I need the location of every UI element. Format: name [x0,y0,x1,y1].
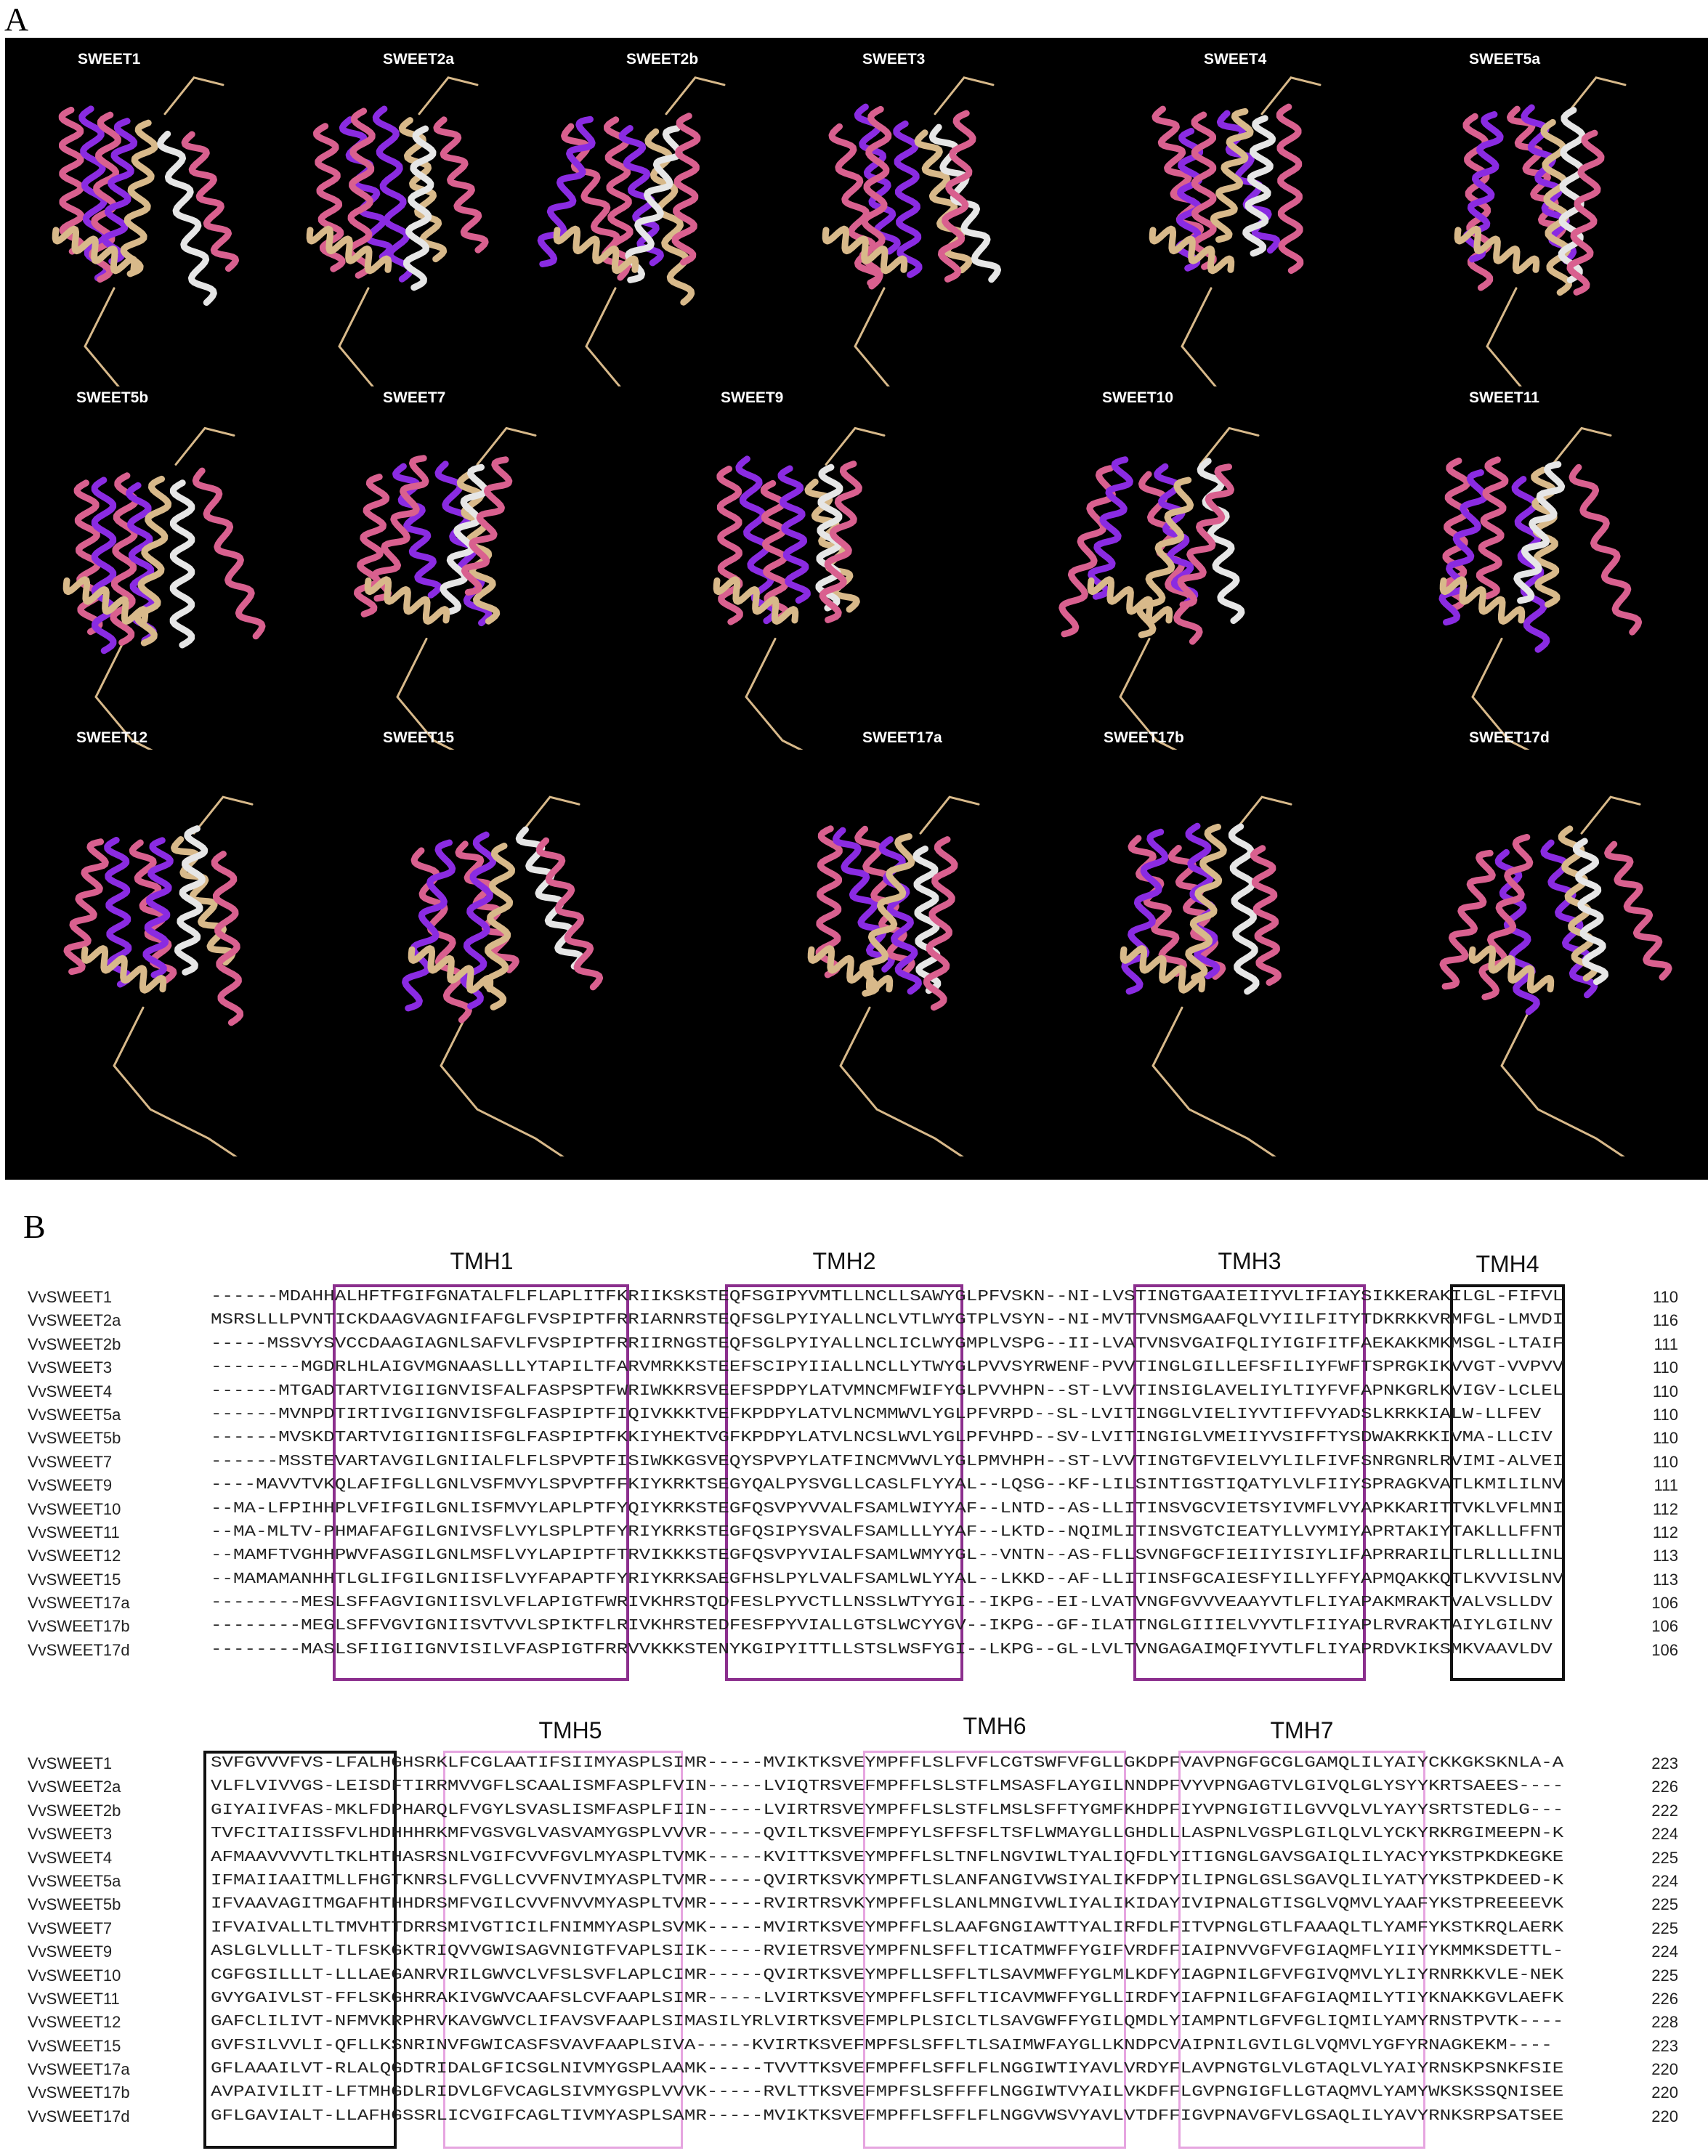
sequence-row: ------MSSTEVARTAVGILGNIIALFLFLSPVPTFISIWKKGSVEQYSPVPYLATFINCMVWVLYGLPMVHPH--ST-LVVTINGTGFVIELVYLILFIVFSNRGNRLRVIMI-ALVEI [211,1453,1564,1470]
sequence-block1 [211,1286,1563,1662]
protein-structure-render [1124,67,1342,386]
sequence-position-number: 110 [1652,1405,1678,1424]
protein-structure-graphic [281,67,499,386]
protein-structure-graphic [27,408,267,750]
sequence-row: --------MEGLSFFVGVIGNIISVTVVLSPIKTFLRIVKHRSTEDFESFPYVIALLGTSLWCYYGV--IKPG--GF-ILATTNGLGIIIELVYVTLFIIYAPLRVRAKTAIYLGILNV [211,1618,1553,1635]
protein-structure-render [1429,750,1676,1156]
protein-structure-render [528,67,746,386]
sequence-position-number: 224 [1651,1871,1678,1890]
sequence-row: --MAMFTVGHHPWVFASGILGNLMSFLVYLAPIPTFTRVIKKKSTEGFQSVPYVIALFSAMLWMYYGL--VNTN--AS-FLLSVNGFGCFIEIIYISIYLIFAPRRARILTLRLLLLINL [211,1547,1564,1565]
protein-structure-graphic [1385,408,1662,750]
tmh2-label: TMH2 [812,1248,876,1274]
sequence-name: VvSWEET3 [28,1825,113,1844]
sequence-block2 [211,1752,1563,2128]
structure-label: SWEET4 [1204,51,1267,68]
sequence-row: GIYAIIVFAS-MKLFDPHARQLFVGYLSVASLISMFASPLFIIN-----LVIRTRSVEYMPFFLSLSTFLMSLSFFTYGMFKHDPFIYVPNGIGTILGVVQLVLYAYYSRTSTEDLG--- [211,1802,1564,1819]
sequence-row: --------MGDRLHLAIGVMGNAASLLLYTAPILTFARVMRKKSTEEFSCIPYIIALLNCLLYTWYGLPVVSYRWENF-PVVTINGLGILLEFSFILIYFWFTSPRGKIKVVGT-VVPVV [211,1359,1564,1377]
sequence-name: VvSWEET5b [28,1895,121,1914]
protein-structure-render [281,67,499,386]
sequence-name: VvSWEET1 [28,1754,113,1772]
sequence-position-number: 110 [1652,1288,1678,1306]
structure-label: SWEET5a [1469,51,1541,68]
protein-structure-render [681,408,913,750]
tmh7-label: TMH7 [1270,1717,1334,1743]
sequence-row: SVFGVVVFVS-LFALHGHSRKLFCGLAATIFSIIMYASPLSIMR-----MVIKTKSVEYMPFFLSLFVFLCGTSWFVFGLLGKDPFVAVPNGFGCGLGAMQLILYAIYCKKGKSKNLA-A [211,1755,1564,1772]
sequence-name: VvSWEET17b [28,2083,130,2102]
protein-structure-render [1051,750,1356,1156]
structure-label: SWEET17a [862,729,942,746]
sequence-name: VvSWEET9 [28,1476,113,1495]
sequence-position-number: 110 [1652,1382,1678,1401]
tmh6-label: TMH6 [963,1713,1027,1739]
sequence-position-number: 220 [1651,2083,1678,2102]
sequence-row: GFLGAVIALT-LLAFHGSSRLICVGIFCAGLTIVMYASPLSAMR-----MVIKTKSVEFMPFFLSFFLFLNGGVWSVYAVLVTDFFIGVPNAVGFVLGSAQLILYAVYRNKSRPSATSEE [211,2107,1564,2125]
sequence-row: ------MTGADTARTVIGIIGNVISFALFASPSPTFWRIWKKRSVEEFSPDPYLATVMNCMFWIFYGLPVVHPN--ST-LVVTINSIGLAVELIYLTIYFVFAPNKGRLKVIGV-LCLEL [211,1382,1564,1400]
sequence-name: VvSWEET12 [28,2013,121,2032]
sequence-row: ------MVSKDTARTVIGIIGNIISFGLFASPIPTFKKIYHEKTVGFKPDPYLATVLNCSLWVLYGLPFVHPD--SV-LVITINGIGLVMEIIYVSIFFTYSDWAKRKKIVMA-LLCIV [211,1430,1553,1447]
structure-label: SWEET2a [383,51,455,68]
structure-label: SWEET7 [383,389,446,406]
sequence-name: VvSWEET5a [28,1405,121,1424]
protein-structure-graphic [761,750,1022,1156]
structure-label: SWEET15 [383,729,455,746]
protein-structure-graphic [354,750,630,1156]
sequence-row: AFMAAVVVVTLTKLHTHASRSNLVGIFCVVFGVLMYASPLTVMK-----KVITTKSVEYMPFFLSLTNFLNGVIWLTYALIQFDLYITIGNGLGAVSGAIQLILYACYYKSTPKDKEGKE [211,1849,1564,1866]
sequence-position-number: 225 [1651,1895,1678,1914]
protein-structure-render [27,750,303,1156]
structure-label: SWEET10 [1102,389,1174,406]
sequence-row: CGFGSILLLT-LLLAEGANRVRILGWVCLVFSLSVFLAPLCIMR-----QVIRTKSVEYMPFLLSFFLTLSAVMWFFYGLMLKDFYIAGPNILGFVFGIVQMVLYLIYRNRKKVLE-NEK [211,1966,1564,1984]
protein-structure-graphic [1429,67,1647,386]
sequence-position-number: 223 [1651,2036,1678,2055]
sequence-name: VvSWEET4 [28,1382,113,1401]
protein-structure-render [27,67,245,386]
sequence-position-number: 106 [1651,1594,1678,1613]
sequence-position-number: 110 [1652,1429,1678,1448]
sequence-name: VvSWEET5b [28,1429,121,1448]
sequence-position-number: 225 [1651,1848,1678,1867]
sequence-row: --MAMAMANHHTLGLIFGILGNIISFLVYFAPAPTFYRIYKRKSAEGFHSLPYLVALFSAMLWLYYAL--LKKD--AF-LLITINSFGCAIESFYILLYFFYAPMQAKKQTLKVVISLNV [211,1571,1564,1588]
sequence-position-number: 106 [1651,1617,1678,1636]
sequence-position-number: 112 [1652,1499,1678,1518]
sequence-position-number: 225 [1651,1918,1678,1937]
panel-letter-b: B [23,1208,46,1245]
sequence-position-number: 225 [1651,1966,1678,1985]
structure-label: SWEET11 [1469,389,1539,406]
protein-structure-graphic [1124,67,1342,386]
protein-structure-graphic [1051,408,1291,750]
sequence-name: VvSWEET17a [28,1594,130,1613]
sequence-position-number: 113 [1652,1570,1678,1589]
tmh3-label: TMH3 [1218,1248,1282,1274]
tmh1-label: TMH1 [450,1248,514,1274]
protein-structure-graphic [1051,750,1356,1156]
protein-structure-render [1051,408,1291,750]
sequence-position-number: 224 [1651,1825,1678,1844]
protein-structure-render [761,750,1022,1156]
structure-label: SWEET2b [626,51,699,68]
sequence-position-number: 228 [1651,2013,1678,2032]
sequence-position-number: 106 [1651,1640,1678,1659]
sequence-row: ------MDAHHALHFTFGIFGNATALFLFLAPLITFKRIIKSKSTEQFSGIPYVMTLLNCLLSAWYGLPFVSKN--NI-LVSTINGTGAAIEIIYVLIFIAYSIKKERAKILGL-FIFVL [211,1289,1564,1305]
sequence-name: VvSWEET10 [28,1966,121,1985]
protein-structure-render [339,408,557,750]
sequence-name: VvSWEET17d [28,1640,130,1659]
sequence-row: ----MAVVTVKQLAFIFGLLGNLVSFMVYLSPVPTFFKIYKRKTSEGYQALPYSVGLLCASLFLYYAL--LQSG--KF-LILSINTIGSTIQATYLVLFIIYSPRAGKVATLKMILILNV [211,1477,1564,1494]
position-numbers-block1 [1627,1286,1678,1662]
sequence-row: --MA-MLTV-PHMAFAFGILGNIVSFLVYLSPLPTFYRIYKRKSTEGFQSIPYSVALFSAMLLLYYAF--LKTD--NQIMLITINSVGTCIEATYLLVYMIYAPRTAKIYTAKLLLFFNT [211,1523,1564,1541]
sequence-position-number: 223 [1651,1754,1678,1772]
sequence-name: VvSWEET11 [28,1523,120,1541]
protein-structure-graphic [339,408,557,750]
sequence-row: VLFLVIVVGS-LEISDFTIRRMVVGFLSCAALISMFASPLFVIN-----LVIQTRSVEFMPFFLSLSTFLMSASFLAYGILNNDPFVYVPNGAGTVLGIVQLGLYSYYKRTSAEES---- [211,1778,1564,1796]
sequence-row: --MA-LFPIHHPLVFIFGILGNLISFMVYLAPLPTFYQIYKRKSTEGFQSVPYVVALFSAMLWIYYAF--LNTD--AS-LLITINSVGCVIETSYIVMFLVYAPKKARITTVKLVFLMNI [211,1500,1564,1517]
sequence-name: VvSWEET10 [28,1499,121,1518]
tmh5-label: TMH5 [538,1717,602,1743]
sequence-row: ASLGLVLLLT-TLFSKGKTRIQVVGWISAGVNIGTFVAPLSIIK-----RVIETRSVEYMPFNLSFFLTICATMWFFYGIFVRDFFIAIPNVVGFVFGIAQMFLYIIYYKMMKSDETTL- [211,1943,1564,1961]
sequence-name: VvSWEET2a [28,1778,121,1796]
sequence-row: -----MSSVYSVCCDAAGIAGNLSAFVLFVSPIPTFRRIIRNGSTEQFSGLPYIYALLNCLICLWYGMPLVSPG--II-LVATVNSVGAIFQLIYIGIFITFAEKAKKMKMSGL-LTAIF [211,1335,1564,1353]
sequence-row: GFLAAAILVT-RLALQGDTRIDALGFICSGLNIVMYGSPLAAMK-----TVVTTKSVEFMPFFLSFFLFLNGGIWTIYAVLVRDYFLAVPNGTGLVLGTAQLVLYAIYRNSKPSNKFSIE [211,2061,1564,2078]
protein-structure-render [797,67,1015,386]
sequence-row: GVFSILVVLI-QFLLKSNRINVFGWICASFSVAVFAAPLSIVA-----KVIRTKSVEFMPFSLSFFLTLSAIMWFAYGLLKNDPCVAIPNILGVILGLVQMVLYGFYRNAGKEKM---- [211,2037,1553,2054]
structure-label: SWEET9 [721,389,784,406]
protein-structure-graphic [27,67,245,386]
sequence-row: ------MVNPDTIRTIVGIIGNVISFGLFASPIPTFIQIVKKKTVEFKPDPYLATVLNCMMWVLYGLPFVRPD--SL-LVITINGGLVIELIYVTIFFVYADSLKRKKIALW-LLFEV [211,1406,1542,1423]
structure-label: SWEET1 [78,51,141,68]
protein-structure-graphic [528,67,746,386]
sequence-position-number: 116 [1652,1311,1678,1330]
structure-label: SWEET3 [862,51,926,68]
sequence-position-number: 113 [1652,1547,1678,1565]
sequence-name: VvSWEET17b [28,1617,130,1636]
sequence-row: GVYGAIVLST-FFLSKGHRRAKIVGWVCAAFSLCVFAAPLSIMR-----LVIRTKSVEYMPFFLSFFLTICAVMWFFYGLLIRDFYIAFPNILGFAFGIAQMILYTIYKNAKKGVLAEFK [211,1990,1564,2007]
structure-label: SWEET5b [76,389,149,406]
protein-structure-graphic [681,408,913,750]
sequence-name: VvSWEET1 [28,1288,113,1306]
sequence-position-number: 224 [1651,1942,1678,1961]
sequence-names-block1 [28,1286,130,1662]
sequence-name: VvSWEET4 [28,1848,113,1867]
sequence-row: --------MESLSFFAGVIGNIISVLVFLAPIGTFWRIVKHRSTQDFESLPYVCTLLNSSLWTYYGI--IKPG--EI-LVATVNGFGVVVEAAYVTLFLIYAPAKMRAKTVALVSLLDV [211,1594,1553,1612]
sequence-name: VvSWEET2b [28,1801,121,1820]
sequence-position-number: 110 [1652,1358,1678,1377]
sequence-row: TVFCITAIISSFVLHDHHHRKMFVGSVGLVASVAMYGSPLVVVR-----QVILTKSVEFMPFYLSFFSFLTSFLWMAYGLLGHDLLLASPNLVGSPLGILQLVLYCKYRKRGIMEEPN-K [211,1825,1564,1843]
sequence-name: VvSWEET17a [28,2060,130,2079]
sequence-position-number: 111 [1654,1476,1678,1495]
sequence-name: VvSWEET15 [28,2036,121,2055]
protein-structure-render [27,408,267,750]
sequence-position-number: 220 [1651,2060,1678,2079]
structure-panel [5,38,1708,1180]
structure-label: SWEET17d [1469,729,1550,746]
sequence-position-number: 110 [1652,1452,1678,1471]
tmh4-label: TMH4 [1476,1251,1539,1277]
sequence-row: IFVAIVALLTLTMVHTTDRRSMIVGTICILFNIMMYASPLSVMK-----MVIRTKSVEYMPFFLSLAAFGNGIAWTTYALIRFDLFITVPNGLGTLFAAAQLTLYAMFYKSTKRQLAERK [211,1919,1564,1937]
sequence-row: MSRSLLLPVNTICKDAAGVAGNIFAFGLFVSPIPTFRRIARNRSTEQFSGLPYIYALLNCLVTLWYGTPLVSYN--NI-MVTTVNSMGAAFQLVYIILFITYTDKRKKVRMFGL-LMVDI [211,1312,1564,1329]
protein-structure-graphic [27,750,303,1156]
sequence-name: VvSWEET7 [28,1918,113,1937]
sequence-name: VvSWEET17d [28,2107,130,2125]
sequence-position-number: 222 [1651,1801,1678,1820]
protein-structure-render [1429,67,1647,386]
protein-structure-graphic [797,67,1015,386]
sequence-position-number: 112 [1652,1523,1678,1541]
sequence-name: VvSWEET9 [28,1942,113,1961]
sequence-position-number: 226 [1651,1989,1678,2008]
sequence-name: VvSWEET11 [28,1989,120,2008]
sequence-name: VvSWEET3 [28,1358,113,1377]
protein-structure-graphic [1429,750,1676,1156]
sequence-name: VvSWEET12 [28,1547,121,1565]
sequence-names-block2 [28,1752,130,2128]
sequence-name: VvSWEET2a [28,1311,121,1330]
panel-letter-a: A [4,1,29,38]
position-numbers-block2 [1627,1752,1678,2128]
structure-label: SWEET12 [76,729,148,746]
sequence-row: IFMAIIAAITMLLFHGTKNRSLFVGLLCVVFNVIMYASPLTVMR-----QVIRTKSVKYMPFTLSLANFANGIVWSIYALIKFDPYILIPNGLGSLSGAVQLILYATYYKSTPKDEED-K [211,1872,1564,1889]
sequence-position-number: 111 [1654,1334,1678,1353]
sequence-row: GAFCLILIVT-NFMVKRPHRVKAVGWVCLIFAVSVFAAPLSIMASILYRLVIRTKSVEFMPLPLSICLTLSAVGWFFYGILQMDLYIAMPNTLGFVFGLIQMILYAMYRNSTPVTK---- [211,2014,1564,2031]
sequence-position-number: 226 [1651,1778,1678,1796]
sequence-name: VvSWEET2b [28,1334,121,1353]
sequence-row: IFVAAVAGITMGAFHTHHDRSMFVGILCVVFNVVMYASPLTVMR-----RVIRTRSVKYMPFFLSLANLMNGIVWLIYALIKIDAYIVIPNALGTISGLVQMVLYAAFYKSTPREEEEVK [211,1896,1564,1913]
sequence-name: VvSWEET7 [28,1452,113,1471]
protein-structure-render [354,750,630,1156]
sequence-row: AVPAIVILIT-LFTMHGDLRIDVLGFVCAGLSIVMYGSPLVVVK-----RVLTTKSVEFMPFSLSFFFFLNGGIWTVYAILVKDFFLGVPNGIGFLLGTAQMVLYAMYWKSKSSQNISEE [211,2084,1564,2102]
structure-label: SWEET17b [1104,729,1184,746]
sequence-name: VvSWEET15 [28,1570,121,1589]
sequence-name: VvSWEET5a [28,1871,121,1890]
sequence-position-number: 220 [1651,2107,1678,2125]
protein-structure-render [1385,408,1662,750]
sequence-row: --------MASLSFIIGIIGNVISILVFASPIGTFRRVVKKKSTENYKGIPYITTLLSTSLWSFYGI--LKPG--GL-LVLTVNGAGAIMQFIYVTLFLIYAPRDVKIKSMKVAAVLDV [211,1641,1553,1658]
